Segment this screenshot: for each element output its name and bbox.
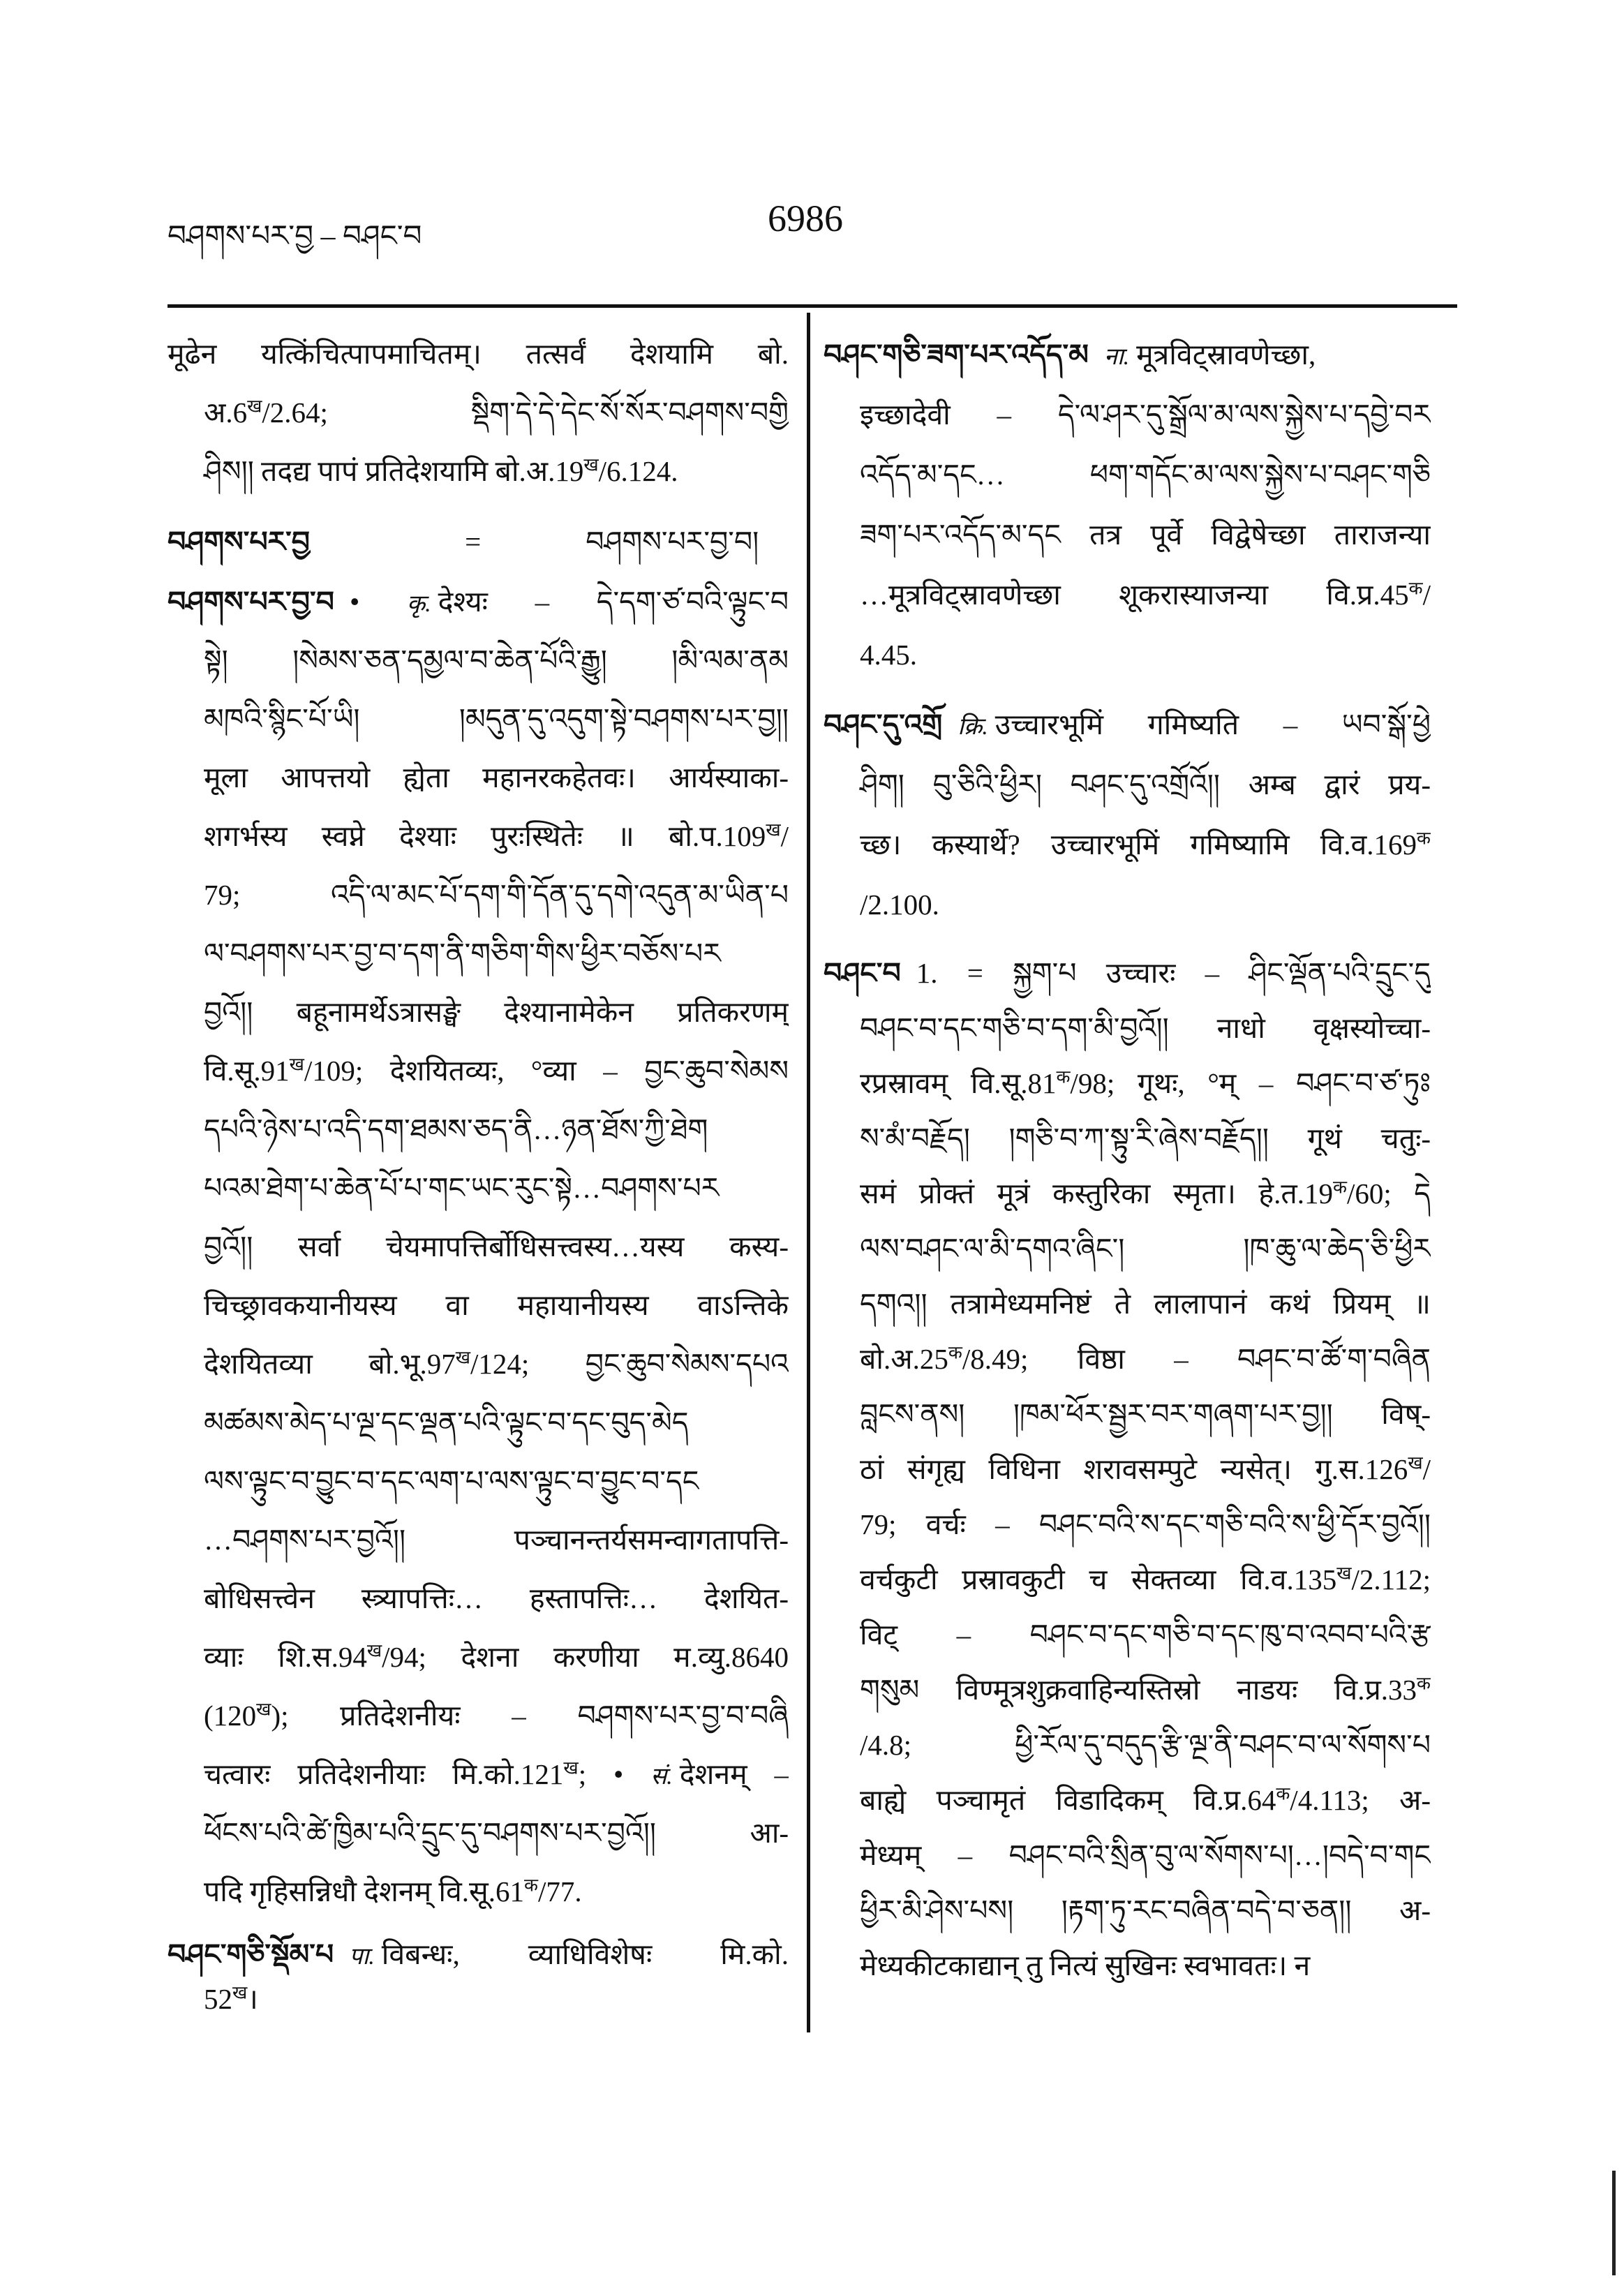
text-segment: देशनम् – (679, 1758, 789, 1790)
text-segment: /2.100. (860, 889, 939, 921)
text-segment: /109; देशयितव्यः, °व्या – བྱང་ཆུབ་སེམས (304, 1055, 789, 1087)
text-segment: मेध्यम् – བཤང་བའི་སྲིན་བུ་ལ་སོགས་པ།…།བདེ་བ་གང (860, 1839, 1431, 1871)
text-segment: । (247, 1983, 258, 2015)
text-line (824, 1387, 1431, 1442)
text-line (167, 1334, 789, 1393)
folio-side-superscript: ख (289, 1054, 304, 1075)
folio-side-superscript: क (1333, 1177, 1347, 1198)
text-segment: སྟེ། །སེམས་ཅན་དམྱལ་བ་ཆེན་པོའི་རྒྱུ། །མི་ལམ་ནམ (204, 644, 789, 676)
folio-side-superscript: ख (563, 1757, 579, 1778)
text-line (167, 924, 789, 983)
text-line (167, 1932, 789, 1977)
text-segment: …བཤགས་པར་བྱའོ།། पञ्चानन्तर्यसमन्वागतापत्ति- (204, 1524, 789, 1556)
text-line (167, 572, 789, 631)
text-segment: ཕྱིར་མི་ཤེས་པས། །རྟག་ཏུ་རང་བཞིན་བདེ་བ་ཅན།། अ- (860, 1894, 1431, 1926)
grammar-label: ना. (1103, 344, 1130, 370)
grammar-label: पा. (349, 1944, 375, 1970)
grammar-label: क्रि. (958, 714, 988, 740)
text-line (824, 754, 1431, 815)
text-segment: /77. (537, 1875, 582, 1908)
text-segment: པའམ་ཐེག་པ་ཆེན་པོ་པ་གང་ཡང་རུང་སྟེ…བཤགས་པར (204, 1172, 720, 1204)
text-segment: चिच्छ्रावकयानीयस्य वा महायानीयस्य वाऽन्तिके (204, 1289, 789, 1321)
text-segment: च्छ। कस्यार्थे? उच्चारभूमिं गमिष्यामि वि.व.169 (860, 828, 1417, 861)
folio-side-superscript: क (1276, 1783, 1290, 1804)
text-line (824, 565, 1431, 625)
text-segment: /6.124. (598, 455, 678, 487)
text-segment: བཤགས་པར་བྱ་བ། (586, 526, 759, 558)
folio-side-superscript: क (1056, 1066, 1071, 1087)
text-line (167, 383, 789, 442)
text-segment: /4.8; ཕྱི་རོལ་དུ་བདུད་རྩི་ལྔ་ནི་བཤང་བ་ལ་སོགས་པ (860, 1729, 1431, 1761)
text-line (824, 1883, 1431, 1938)
headword: བཤང་གཅི་སྡོམ་པ (167, 1938, 334, 1970)
text-line (167, 1804, 789, 1862)
text-segment: ; • (578, 1758, 651, 1790)
text-segment: /2.64; སྡིག་དེ་དེ་དེང་སོ་སོར་བཤགས་བགྱི (262, 396, 789, 429)
header-rule (167, 304, 1457, 308)
text-segment: ལས་བཤང་ལ་མི་དགའ་ཞིང་། །ཁ་ཆུ་ལ་ཆེད་ཅི་ཕྱིར (860, 1233, 1431, 1265)
page-edge-mark (1612, 2171, 1616, 2275)
text-segment: /4.113; अ- (1290, 1784, 1431, 1816)
text-segment: བླངས་ནས། །ཁམ་ཕོར་སྦྱར་བར་གཞག་པར་བྱ།། विष्- (860, 1398, 1431, 1430)
text-line (824, 1442, 1431, 1497)
text-segment: …मूत्रविट्स्रावणेच्छा शूकरास्याजन्या वि.प्र.45 (860, 579, 1409, 611)
text-segment: मूत्रविट्स्रावणेच्छा, (1136, 339, 1316, 371)
text-line (824, 1663, 1431, 1718)
text-segment: ས་མཾ་བརྗོད། །གཅི་བ་ཀ་སྟུ་རི་ཞེས་བརྗོད།། गूथं चतुः- (860, 1122, 1431, 1154)
text-line (167, 807, 789, 865)
folio-side-superscript: क (524, 1875, 538, 1896)
text-segment: དཔའི་ཉེས་པ་འདི་དག་ཐམས་ཅད་ནི…ཉན་ཐོས་ཀྱི་ཐེག (204, 1113, 708, 1145)
text-line (824, 946, 1431, 1001)
folio-side-superscript: क (1417, 828, 1431, 849)
text-segment: 52 (204, 1983, 232, 2015)
folio-side-superscript: ख (583, 454, 599, 475)
text-line (167, 512, 789, 571)
text-line (167, 1862, 789, 1921)
running-header-title: བཤགས་པར་བྱ – བཤང་བ (167, 221, 422, 253)
text-segment: देश्यः – དེ་དག་ཙ་བའི་ལྟུང་བ (438, 586, 789, 618)
text-segment: (120 (204, 1700, 257, 1732)
text-segment: ཤིག། བུ་ཅིའི་ཕྱིར། བཤང་དུ་འགྲོའོ།། अम्ब द्वारं प्रय- (860, 768, 1431, 801)
text-segment: / (1422, 1453, 1431, 1485)
text-segment: देशयितव्या बो.भू.97 (204, 1348, 456, 1380)
text-line (824, 815, 1431, 875)
text-segment: शगर्भस्य स्वप्ने देश्याः पुरःस्थितेः ॥ बो.प.109 (204, 820, 766, 852)
text-segment: 79; वर्चः – བཤང་བའི་ས་དང་གཅི་བའི་ས་ཕྱི་དོར་བྱའོ།། (860, 1508, 1431, 1540)
text-line (824, 1221, 1431, 1277)
text-segment: व्याः शि.स.94 (204, 1641, 367, 1673)
text-segment: 1. = སྐྱག་པ उच्चारः – ཤིང་ལྡོན་པའི་དྲུང་དུ (916, 957, 1431, 989)
dictionary-entry (167, 1932, 789, 2021)
text-segment: विबन्धः, व्याधिविशेषः मि.को. (381, 1938, 789, 1970)
page-number: 6986 (768, 198, 843, 239)
text-line (824, 1056, 1431, 1111)
text-segment: रप्रस्रावम् वि.सू.81 (860, 1067, 1057, 1099)
text-segment: འདོད་མ་དང… ཕག་གདོང་མ་ལས་སྐྱེས་པ་བཤང་གཅི (860, 459, 1431, 491)
text-segment: विट् – བཤང་བ་དང་གཅི་བ་དང་ཁུ་བ་འབབ་པའི་རྩ (860, 1619, 1431, 1651)
text-line (824, 1001, 1431, 1056)
text-segment: བྱའོ།། सर्वा चेयमापत्तिर्बोधिसत्त्वस्य…यस्य कस्य- (204, 1230, 789, 1263)
folio-side-superscript: ख (256, 1699, 271, 1720)
grammar-label: सं. (650, 1764, 673, 1790)
text-segment: ལས་ལྟུང་བ་བྱུང་བ་དང་ལག་པ་ལས་ལྟུང་བ་བྱུང་བ་དང (204, 1465, 699, 1497)
dictionary-entry (824, 694, 1431, 935)
dictionary-entry (824, 946, 1431, 1993)
text-segment: དགའ།། तत्रामेध्यमनिष्टं ते लालापानं कथं प्रियम् ॥ (860, 1288, 1431, 1320)
text-segment: मूढेन यत्किंचित्पापमाचितम्। तत्सर्वं देशयामि बो. (167, 338, 789, 370)
headword: བཤང་བ (824, 957, 901, 989)
text-segment: इच्छादेवी – དེ་ལ་ཤར་དུ་སྒྲོལ་མ་ལས་སྐྱེས་པ་དབྱེ་བར (860, 399, 1431, 431)
text-line (824, 694, 1431, 754)
text-segment: वर्चकुटी प्रस्रावकुटी च सेक्तव्या वि.व.135 (860, 1563, 1337, 1596)
text-segment: समं प्रोक्तं मूत्रं कस्तुरिका स्मृता। हे.त.19 (860, 1177, 1334, 1210)
text-segment: बाह्ये पञ्चामृतं विडादिकम् वि.प्र.64 (860, 1784, 1276, 1816)
text-segment: मेध्यकीटकाद्यान् तु नित्यं सुखिनः स्वभावतः। न (860, 1949, 1311, 1982)
text-line (824, 625, 1431, 685)
text-segment: • (349, 586, 407, 618)
dictionary-entry (167, 512, 789, 571)
text-line (824, 1111, 1431, 1166)
text-segment: ཕོངས་པའི་ཚེ་ཁྱིམ་པའི་དྲུང་དུ་བཤགས་པར་བྱའོ།། आ- (204, 1817, 789, 1849)
folio-side-superscript: क (948, 1342, 962, 1363)
text-segment: གསུམ विण्मूत्रशुक्रवाहिन्यस्तिस्रो नाडयः वि.प्र.33 (860, 1674, 1417, 1706)
text-segment: མཚམས་མེད་པ་ལྔ་དང་ལྡན་པའི་ལྟུང་བ་དང་བུད་མེད (204, 1406, 689, 1438)
text-line (167, 1510, 789, 1569)
text-segment: /124; བྱང་ཆུབ་སེམས་དཔའ (470, 1348, 789, 1380)
text-segment: /98; गूथः, °म् – བཤང་བ་ཙ་ཏུཿ (1070, 1067, 1431, 1099)
text-segment: /8.49; विष्ठा – བཤང་བ་ཚོ་ག་བཞིན (962, 1343, 1431, 1375)
text-line (167, 1217, 789, 1276)
text-segment: बो.अ.25 (860, 1343, 948, 1375)
text-line (167, 1393, 789, 1452)
dictionary-entry (824, 325, 1431, 685)
text-segment: मूला आपत्तयो ह्येता महानरकहेतवः। आर्यस्याका- (204, 761, 789, 794)
folio-side-superscript: ख (1336, 1563, 1352, 1584)
text-line (824, 1607, 1431, 1663)
text-line (167, 1686, 789, 1745)
text-segment: चत्वारः प्रतिदेशनीयाः मि.को.121 (204, 1758, 564, 1790)
text-line (824, 1828, 1431, 1883)
text-segment: བྱའོ།། बहूनामर्थेऽत्रासङ्घे देश्यानामेकेन प्रतिकरणम् (204, 996, 789, 1028)
text-line (824, 1718, 1431, 1773)
text-line (167, 748, 789, 807)
text-line (824, 1773, 1431, 1828)
text-line (824, 1332, 1431, 1387)
text-segment: उच्चारभूमिं गमिष्यति – ཡབ་སྒོ་ཕྱེ (994, 708, 1431, 741)
folio-side-superscript: ख (366, 1640, 382, 1661)
text-segment: ཟག་པར་འདོད་མ་དང तत्र पूर्वे विद्वेषेच्छा ताराजन्या (860, 519, 1431, 551)
text-segment: /94; देशना करणीया म.व्यु.8640 (382, 1641, 789, 1673)
dictionary-entry (167, 572, 789, 1921)
folio-side-superscript: ख (766, 819, 781, 840)
text-line (167, 1276, 789, 1334)
text-line (167, 1041, 789, 1100)
text-line (824, 505, 1431, 565)
text-line (824, 1938, 1431, 1993)
text-line (167, 1745, 789, 1804)
text-segment: वि.सू.91 (204, 1055, 290, 1087)
grammar-label: कृ. (407, 591, 431, 617)
text-segment: ལ་བཤགས་པར་བྱ་བ་དག་ནི་གཅིག་གིས་ཕྱིར་བཅོས་པར (204, 937, 721, 969)
text-line (167, 983, 789, 1041)
text-line (824, 325, 1431, 385)
headword: བཤང་དུ་འགྲོ (824, 708, 943, 741)
headword: བཤགས་པར་བྱ་བ (167, 586, 334, 618)
text-segment: अ.6 (204, 396, 248, 429)
folio-side-superscript: क (1408, 578, 1423, 599)
text-line (824, 385, 1431, 445)
text-segment: 4.45. (860, 639, 917, 671)
text-line (167, 1569, 789, 1628)
text-line (824, 1277, 1431, 1332)
headword: བཤང་གཅི་ཟག་པར་འདོད་མ (824, 339, 1089, 371)
text-line (167, 1977, 789, 2021)
dictionary-entry (167, 325, 789, 500)
text-segment: बोधिसत्त्वेन स्त्र्यापत्तिः… हस्तापत्तिः… देशयित- (204, 1582, 789, 1614)
text-segment: / (780, 820, 789, 852)
folio-side-superscript: क (1417, 1673, 1431, 1694)
text-segment: पदि गृहिसन्निधौ देशनम् वि.सू.61 (204, 1875, 524, 1908)
text-line (824, 1166, 1431, 1221)
text-line (167, 1628, 789, 1686)
equals-sign: = (465, 526, 482, 558)
text-segment: / (1422, 579, 1431, 611)
text-line (167, 865, 789, 924)
text-line (824, 1497, 1431, 1552)
text-line (167, 1452, 789, 1510)
text-segment: ठां संगृह्य विधिना शरावसम्पुटे न्यसेत्। गु.स.126 (860, 1453, 1408, 1485)
text-segment: /60; དེ (1346, 1177, 1431, 1210)
text-segment: བཤང་བ་དང་གཅི་བ་དག་མི་བྱའོ།། नाधो वृक्षस्योच्चा- (860, 1012, 1431, 1044)
text-segment: མཁའི་སྙིང་པོ་ཡི། །མདུན་དུ་འདུག་སྟེ་བཤགས་པར་བྱ།། (204, 703, 789, 735)
text-line (167, 690, 789, 748)
text-line (167, 631, 789, 690)
text-line (824, 875, 1431, 935)
folio-side-superscript: ख (455, 1347, 470, 1368)
text-line (167, 1100, 789, 1159)
text-segment: ); प्रतिदेशनीयः – བཤགས་པར་བྱ་བ་བཞི (271, 1700, 789, 1732)
folio-side-superscript: ख (247, 396, 262, 417)
text-line (824, 445, 1431, 505)
column-divider (807, 313, 810, 2032)
folio-side-superscript: ख (1408, 1452, 1423, 1473)
text-line (824, 1552, 1431, 1607)
text-line (167, 325, 789, 383)
text-line (167, 442, 789, 500)
folio-side-superscript: ख (232, 1982, 248, 2003)
text-segment: ཤིས།། तदद्य पापं प्रतिदेशयामि बो.अ.19 (204, 455, 584, 487)
text-line (167, 1159, 789, 1217)
headword: བཤགས་པར་བྱ (167, 526, 311, 558)
text-segment: 79; འདི་ལ་མང་པོ་དག་གི་དོན་དུ་དགེ་འདུན་མ་ཡིན་པ (204, 879, 789, 911)
text-segment: /2.112; (1351, 1563, 1431, 1596)
